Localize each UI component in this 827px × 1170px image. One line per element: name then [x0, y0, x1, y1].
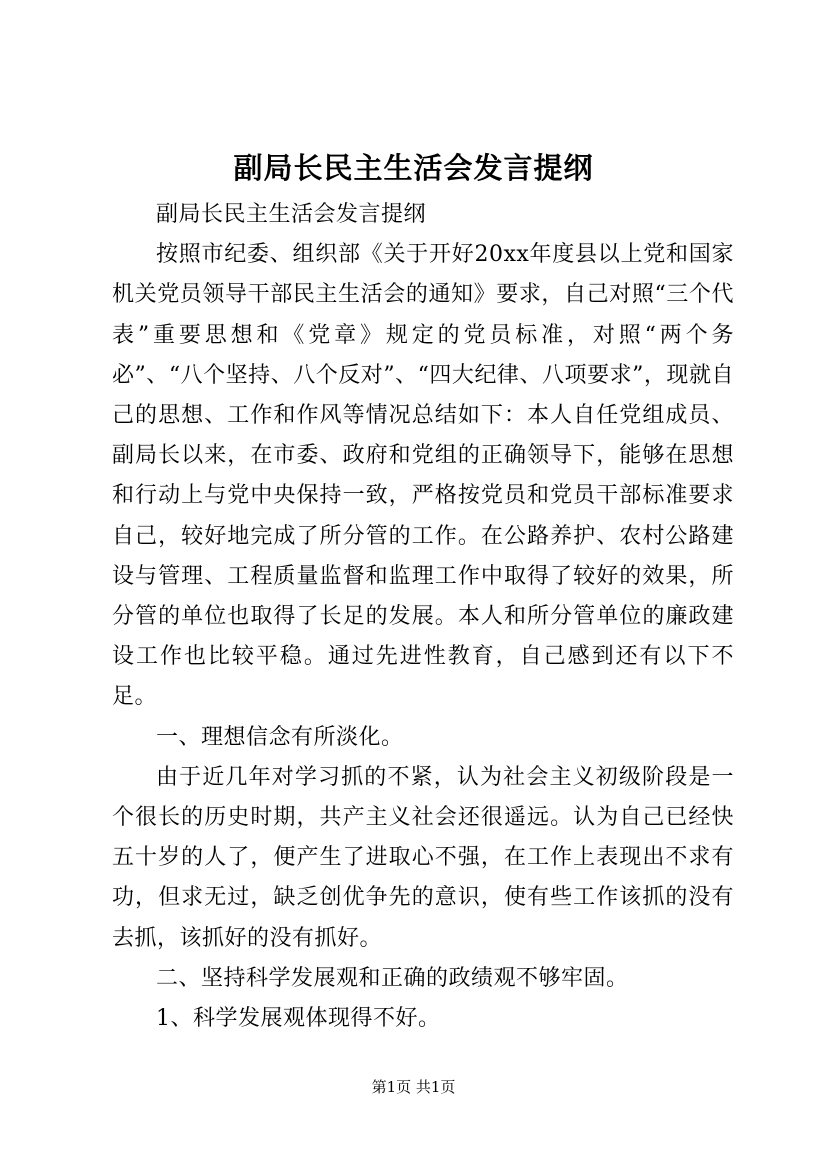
- subsection-heading-2-1: 1、科学发展观体现得不好。: [156, 1006, 441, 1032]
- section-heading-2: 二、坚持科学发展观和正确的政绩观不够牢固。: [156, 965, 629, 991]
- document-body: [112, 195, 734, 1039]
- paragraph-subtitle: 副局长民主生活会发言提纲: [156, 202, 427, 227]
- paragraph-section-1: 由于近几年对学习抓的不紧，认为社会主义初级阶段是一个很长的历史时期，共产主义社会还很遥远。认为自己已经快五十岁的人了，便产生了进取心不强，在工作上表现出不求有功，但求无过，缺乏创优争先的意识，使有些工作该抓的没有去抓，该抓好的没有抓好。: [112, 764, 734, 951]
- document-title: 副局长民主生活会发言提纲: [233, 151, 594, 185]
- page-number-footer: 第1页 共1页: [371, 1078, 456, 1096]
- section-heading-1: 一、理想信念有所淡化。: [156, 724, 404, 750]
- paragraph-intro: 按照市纪委、组织部《关于开好20xx年度县以上党和国家机关党员领导干部民主生活会的通知》要求，自己对照“三个代表”重要思想和《党章》规定的党员标准，对照“两个务必”、“八个坚持、八个反对”、“四大纪律、八项要求”，现就自己的思想、工作和作风等情况总结如下：本人自任党组成员、副局长以来，在市委、政府和党组的正确领导下，能够在思想和行动上与党中央保持一致，严格按党员和党员干部标准要求自己，较好地完成了所分管的工作。在公路养护、农村公路建设与管理、工程质量监督和监理工作中取得了较好的效果，所分管的单位也取得了长足的发展。本人和所分管单位的廉政建设工作也比较平稳。通过先进性教育，自己感到还有以下不足。: [112, 242, 734, 710]
